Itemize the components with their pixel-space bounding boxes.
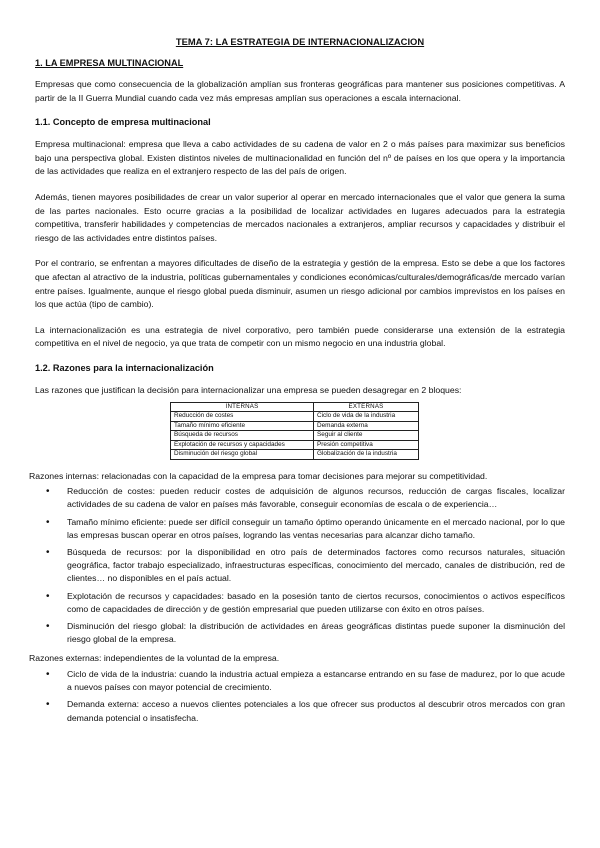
internal-reasons-list <box>35 485 565 646</box>
list-item: • Tamaño mínimo eficiente: puede ser difícil conseguir un tamaño óptimo operando únicamente en el mercado nacional, por lo que las empresas buscan operar en otros países, logrando las ventas necesarias para alcanzar dicho tamaño. <box>67 516 565 542</box>
section-1-heading: 1. LA EMPRESA MULTINACIONAL <box>35 58 184 68</box>
table-cell: Explotación de recursos y capacidades <box>171 440 314 450</box>
paragraph: La internacionalización es una estrategia de nivel corporativo, pero también puede considerarse una extensión de la estrategia competitiva en el nivel de negocio, ya que trata de competir con un mismo negocio en una industria global. <box>35 324 565 349</box>
table-cell: Reducción de costes <box>171 412 314 422</box>
external-reasons-list <box>35 668 565 725</box>
table-cell: Globalización de la industria <box>314 450 419 460</box>
paragraph: Empresa multinacional: empresa que lleva a cabo actividades de su cadena de valor en 2 o más países para maximizar sus beneficios bajo una perspectiva global. Existen distintos niveles de multinacionalidad en función del nº de países en los que opera y la importancia de las actividades que realiza en el extranjero respecto de las del país de origen. <box>35 139 565 177</box>
table-row <box>171 440 419 450</box>
list-item: • Ciclo de vida de la industria: cuando la industria actual empieza a estancarse entrando en su fase de madurez, por lo que acude a nuevos países con mayor potencial de crecimiento. <box>67 668 565 694</box>
list-item: • Búsqueda de recursos: por la disponibilidad en otro país de determinados factores como recursos naturales, situación geográfica, factor trabajo especializado, infraestructuras específicas, conocimiento del mercado, canales de distribución, red de clientes… no disponibles en el país actual. <box>67 546 565 586</box>
table-row <box>171 421 419 431</box>
table-cell: Búsqueda de recursos <box>171 431 314 441</box>
table-row <box>171 412 419 422</box>
paragraph: Por el contrario, se enfrentan a mayores dificultades de diseño de la estrategia y gestión de la empresa. Esto se debe a que los factores que afectan al atractivo de la industria, políticas gubernamentales y condiciones económicas/culturales/demográficas/de mercado varían entre países. Igualmente, aunque el riesgo global pueda disminuir, asumen un riesgo adicional por cambios imprevistos en los países en los que actúa (tipo de cambio). <box>35 258 565 310</box>
table-header-row <box>171 402 419 412</box>
list-item: • Reducción de costes: pueden reducir costes de adquisición de algunos recursos, reducción de cargas fiscales, localizar actividades de su cadena de valor en países más favorable, conseguir economías de escala o de experiencia… <box>67 485 565 511</box>
paragraph: Además, tienen mayores posibilidades de crear un valor superior al operar en mercado internacionales que el valor que genera la suma de las partes nacionales. Esto ocurre gracias a la posibilidad de localizar actividades en lugares adecuados para la estrategia competitiva, transferir habilidades y competencias de mercados nacionales a extranjeros, ampliar recursos y capacidades y distribuir el riesgo de las actividades entre distintos países. <box>35 191 565 243</box>
table-header-external: EXTERNAS <box>314 402 419 412</box>
list-item: • Explotación de recursos y capacidades: basado en la posesión tanto de ciertos recursos, conocimientos o activos específicos como de capacidades de dirección y de gestión empresarial que pueden utilizarse con éxito en otros países. <box>67 590 565 616</box>
section-1-2-heading: 1.2. Razones para la internacionalización <box>35 362 214 373</box>
document-title: TEMA 7: LA ESTRATEGIA DE INTERNACIONALIZACION <box>175 36 425 47</box>
table-cell: Demanda externa <box>314 421 419 431</box>
table-cell: Seguir al cliente <box>314 431 419 441</box>
table-header-internal: INTERNAS <box>171 402 314 412</box>
table-row <box>171 450 419 460</box>
list-item: • Demanda externa: acceso a nuevos clientes potenciales a los que ofrecer sus productos al descubrir otros mercados con gran demanda potencial o insatisfecha. <box>67 698 565 724</box>
table-cell: Ciclo de vida de la industria <box>314 412 419 422</box>
table-cell: Disminución del riesgo global <box>171 450 314 460</box>
table-row <box>171 431 419 441</box>
table-cell: Presión competitiva <box>314 440 419 450</box>
document-page <box>29 36 565 731</box>
internal-reasons-intro: Razones internas: relacionadas con la capacidad de la empresa para tomar decisiones para mejorar su competitividad. <box>29 470 488 481</box>
section-1-1-heading: 1.1. Concepto de empresa multinacional <box>35 117 211 128</box>
section-1-2-intro: Las razones que justifican la decisión para internacionalizar una empresa se pueden desagregar en 2 bloques: <box>35 384 462 395</box>
table-cell: Tamaño mínimo eficiente <box>171 421 314 431</box>
reasons-table <box>170 402 419 460</box>
external-reasons-intro: Razones externas: independientes de la voluntad de la empresa. <box>29 653 280 664</box>
section-1-intro: Empresas que como consecuencia de la globalización amplían sus fronteras geográficas para mantener sus posiciones competitivas. A partir de la II Guerra Mundial cuando cada vez más empresas amplían sus operaciones a escala internacional. <box>35 79 565 103</box>
list-item: • Disminución del riesgo global: la distribución de actividades en áreas geográficas distintas puede suponer la disminución del riesgo global de la empresa. <box>67 620 565 646</box>
